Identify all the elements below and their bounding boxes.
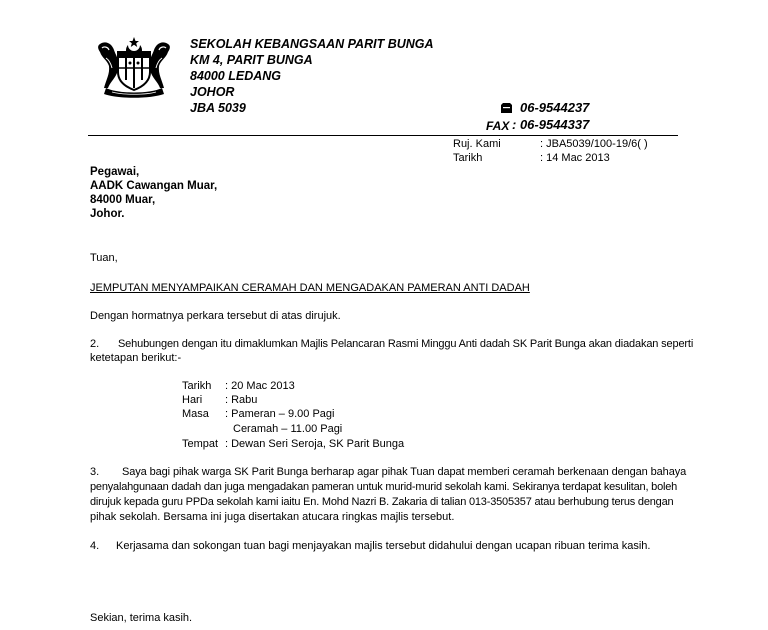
para3-line3: dirujuk kepada guru PPDa sekolah kami iaitu En. Mohd Nazri B. Zakaria di talian 013-3505357 atau berhubung terus dengan <box>90 496 674 508</box>
para3-line2: penyalahgunaan dadah dan juga mengadakan pameran untuk murid-murid sekolah kami. Sekiranya terdapat kesulitan, boleh <box>90 481 678 493</box>
coat-of-arms-icon <box>94 36 174 98</box>
telephone-icon <box>500 102 513 114</box>
para3-number: 3. <box>90 466 100 478</box>
date-value: : 14 Mac 2013 <box>540 152 610 164</box>
phone-number: 06-9544237 <box>520 100 590 115</box>
school-state: JOHOR <box>190 85 235 99</box>
details-time-value2: Ceramah – 11.00 Pagi <box>233 423 343 435</box>
para3-line4: pihak sekolah. Bersama ini juga disertakan atucara ringkas majlis tersebut. <box>90 511 455 523</box>
details-place-value: : Dewan Seri Seroja, SK Parit Bunga <box>225 438 405 450</box>
details-date-value: : 20 Mac 2013 <box>225 380 295 392</box>
reference-label: Ruj. Kami <box>453 138 501 150</box>
opening-sentence: Dengan hormatnya perkara tersebut di atas dirujuk. <box>90 310 341 322</box>
para4-line1: Kerjasama dan sokongan tuan bagi menjayakan majlis tersebut didahului dengan ucapan ribuan terima kasih. <box>116 540 651 552</box>
school-address-line1: KM 4, PARIT BUNGA <box>190 53 313 67</box>
fax-label: FAX <box>486 119 510 133</box>
recipient-line4: Johor. <box>90 208 125 220</box>
details-place-label: Tempat <box>182 438 219 450</box>
school-name: SEKOLAH KEBANGSAAN PARIT BUNGA <box>190 37 434 51</box>
recipient-line2: AADK Cawangan Muar, <box>90 180 218 192</box>
details-date-label: Tarikh <box>182 380 212 392</box>
closing-line: Sekian, terima kasih. <box>90 612 193 624</box>
recipient-line3: 84000 Muar, <box>90 194 156 206</box>
school-code: JBA 5039 <box>190 101 246 115</box>
para2-line2: ketetapan berikut:- <box>90 352 182 364</box>
salutation: Tuan, <box>90 252 118 264</box>
para4-number: 4. <box>90 540 100 552</box>
details-day-label: Hari <box>182 394 203 406</box>
para2-line1: Sehubungen dengan itu dimaklumkan Majlis Pelancaran Rasmi Minggu Anti dadah SK Parit Bunga akan diadakan seperti <box>118 338 694 350</box>
date-label: Tarikh <box>453 152 483 164</box>
header-divider <box>88 135 678 136</box>
recipient-line1: Pegawai, <box>90 166 140 178</box>
para2-number: 2. <box>90 338 100 350</box>
details-time-label: Masa <box>182 408 209 420</box>
details-time-value1: : Pameran – 9.00 Pagi <box>225 408 335 420</box>
reference-value: : JBA5039/100-19/6( ) <box>540 138 648 150</box>
subject-line: JEMPUTAN MENYAMPAIKAN CERAMAH DAN MENGADAKAN PAMERAN ANTI DADAH <box>90 282 530 294</box>
details-day-value: : Rabu <box>225 394 258 406</box>
para3-line1: Saya bagi pihak warga SK Parit Bunga berharap agar pihak Tuan dapat memberi ceramah berkenaan dengan bahaya <box>122 466 687 478</box>
school-address-line2: 84000 LEDANG <box>190 69 282 83</box>
fax-number: : 06-9544337 <box>512 117 590 132</box>
